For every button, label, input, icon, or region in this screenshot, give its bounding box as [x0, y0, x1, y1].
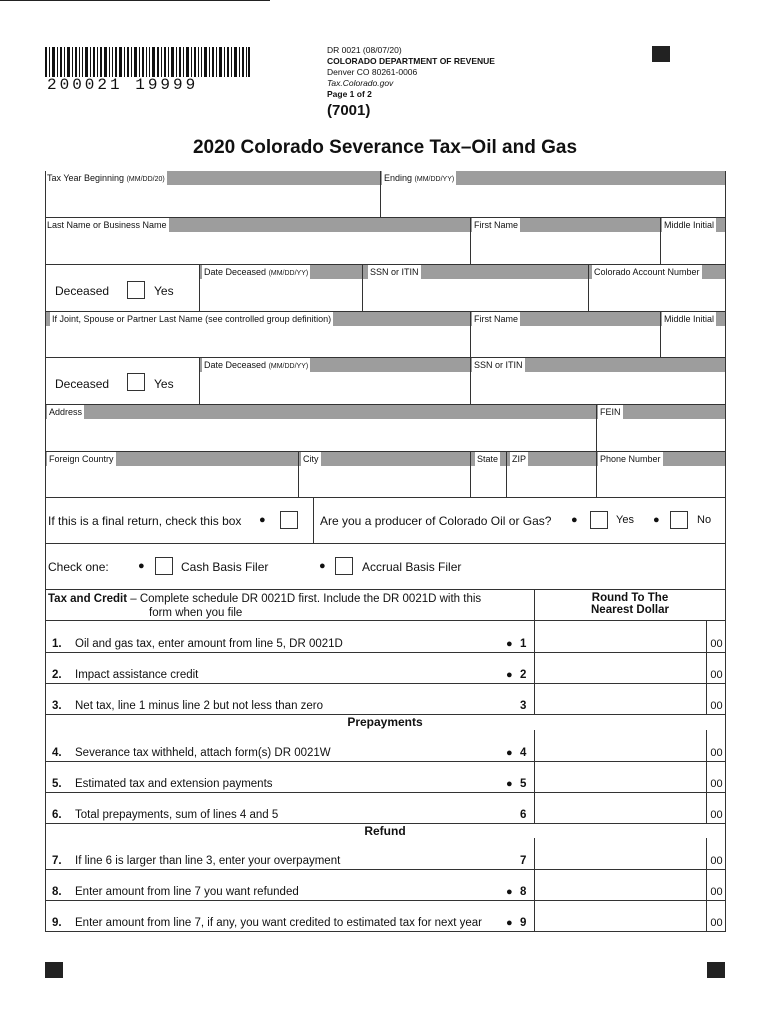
first-name-label: First Name — [474, 220, 519, 230]
accrual-basis-label: Accrual Basis Filer — [362, 560, 462, 574]
line-8-ref: 8 — [520, 886, 527, 898]
middle-initial-input[interactable] — [662, 233, 724, 263]
producer-question: Are you a producer of Colorado Oil or Gas? — [320, 514, 552, 528]
line-5-number: 5. — [52, 778, 62, 790]
joint-deceased-yes-label: Yes — [154, 377, 174, 391]
header-rule — [0, 0, 270, 1]
line-4-number: 4. — [52, 747, 62, 759]
required-bullet-icon: ● — [571, 514, 578, 526]
line-9-rule — [45, 931, 725, 932]
ssn-label: SSN or ITIN — [370, 267, 419, 277]
last-name-label: Last Name or Business Name — [47, 220, 167, 230]
required-bullet-icon: ● — [653, 514, 660, 526]
department-address: Denver CO 80261-0006 — [327, 67, 418, 77]
line-3-number: 3. — [52, 700, 62, 712]
line-7-ref: 7 — [520, 855, 527, 867]
joint-deceased-label: Deceased — [55, 377, 110, 391]
cents-divider — [706, 869, 707, 900]
cents-divider — [706, 652, 707, 683]
deceased-yes-label: Yes — [154, 284, 174, 298]
registration-mark — [45, 962, 63, 978]
department-website: Tax.Colorado.gov — [327, 78, 394, 88]
line-8-amount-input[interactable] — [536, 869, 705, 900]
first-name-input[interactable] — [472, 233, 658, 263]
address-label-bar — [45, 405, 725, 419]
line-4-cents: 00 — [710, 747, 723, 759]
tax-year-beginning-input[interactable] — [45, 186, 379, 217]
joint-middle-initial-input[interactable] — [662, 327, 724, 356]
line-4-amount-input[interactable] — [536, 730, 705, 761]
line-6-ref: 6 — [520, 809, 527, 821]
required-bullet-icon: ● — [506, 638, 513, 650]
cents-divider — [706, 838, 707, 869]
line-1-number: 1. — [52, 638, 62, 650]
line-2-ref: 2 — [520, 669, 527, 681]
line-6-number: 6. — [52, 809, 62, 821]
ssn-input[interactable] — [364, 280, 587, 310]
line-1-cents: 00 — [710, 638, 723, 650]
date-deceased-input[interactable] — [201, 280, 361, 310]
line-9-cents: 00 — [710, 917, 723, 929]
line-2-amount-input[interactable] — [536, 652, 705, 683]
foreign-country-input[interactable] — [45, 467, 297, 496]
line-6-amount-input[interactable] — [536, 792, 705, 823]
producer-yes-label: Yes — [616, 514, 634, 526]
foreign-country-label: Foreign Country — [49, 454, 114, 464]
cents-divider — [706, 792, 707, 823]
line-6-cents: 00 — [710, 809, 723, 821]
required-bullet-icon: ● — [506, 917, 513, 929]
final-return-label: If this is a final return, check this box — [48, 514, 242, 528]
joint-middle-initial-label: Middle Initial — [664, 314, 715, 324]
line-3-cents: 00 — [710, 700, 723, 712]
line-9-amount-input[interactable] — [536, 900, 705, 931]
joint-date-deceased-label: Date Deceased (MM/DD/YY) — [202, 358, 310, 374]
joint-first-name-input[interactable] — [472, 327, 658, 356]
phone-label: Phone Number — [600, 454, 661, 464]
line-5-amount-input[interactable] — [536, 761, 705, 792]
required-bullet-icon: ● — [138, 560, 145, 572]
line-3-ref: 3 — [520, 700, 527, 712]
cash-basis-checkbox[interactable] — [155, 557, 173, 575]
amount-divider — [534, 900, 535, 931]
fein-input[interactable] — [598, 420, 724, 450]
final-return-checkbox[interactable] — [280, 511, 298, 529]
line-1-ref: 1 — [520, 638, 527, 650]
zip-label: ZIP — [512, 454, 527, 464]
refund-heading: Refund — [364, 824, 406, 838]
joint-ssn-label: SSN or ITIN — [474, 360, 523, 370]
line-7-amount-input[interactable] — [536, 838, 705, 869]
date-deceased-label: Date Deceased (MM/DD/YY) — [202, 265, 310, 281]
zip-input[interactable] — [508, 467, 595, 496]
line-5-ref: 5 — [520, 778, 527, 790]
city-input[interactable] — [300, 467, 469, 496]
joint-last-name-label: If Joint, Spouse or Partner Last Name (see controlled group definition) — [52, 314, 332, 324]
fein-label: FEIN — [600, 407, 621, 417]
producer-yes-checkbox[interactable] — [590, 511, 608, 529]
amount-divider — [534, 761, 535, 792]
address-label: Address — [49, 407, 83, 417]
cents-divider — [706, 730, 707, 761]
line-9-number: 9. — [52, 917, 62, 929]
line-2-cents: 00 — [710, 669, 723, 681]
line-9-description: Enter amount from line 7, if any, you want credited to estimated tax for next year — [75, 917, 482, 929]
joint-last-name-input[interactable] — [45, 327, 469, 356]
form-title: 2020 Colorado Severance Tax–Oil and Gas — [192, 137, 578, 158]
ending-label: Ending (MM/DD/YY) — [382, 171, 456, 187]
registration-mark — [707, 962, 725, 978]
colorado-account-input[interactable] — [590, 280, 724, 310]
deceased-label: Deceased — [55, 284, 110, 298]
required-bullet-icon: ● — [319, 560, 326, 572]
ending-input[interactable] — [382, 186, 724, 217]
page-number: Page 1 of 2 — [327, 89, 372, 99]
cents-divider — [706, 900, 707, 931]
tax-section-heading-line2: form when you file — [149, 607, 243, 619]
joint-deceased-checkbox[interactable] — [127, 373, 145, 391]
cash-basis-label: Cash Basis Filer — [181, 560, 269, 574]
accrual-basis-checkbox[interactable] — [335, 557, 353, 575]
line-8-description: Enter amount from line 7 you want refunded — [75, 886, 299, 898]
address-input[interactable] — [45, 420, 595, 450]
line-7-cents: 00 — [710, 855, 723, 867]
amount-divider — [534, 792, 535, 823]
line-7-number: 7. — [52, 855, 62, 867]
amount-divider — [534, 730, 535, 761]
colorado-account-label: Colorado Account Number — [594, 267, 700, 277]
state-input[interactable] — [472, 467, 505, 496]
required-bullet-icon: ● — [506, 669, 513, 681]
amount-divider — [534, 838, 535, 869]
line-1-description: Oil and gas tax, enter amount from line 5, DR 0021D — [75, 638, 343, 650]
deceased-checkbox[interactable] — [127, 281, 145, 299]
amount-divider — [534, 652, 535, 683]
form-code: (7001) — [327, 102, 371, 119]
form-id: DR 0021 (08/07/20) — [327, 45, 402, 55]
line-4-ref: 4 — [520, 747, 527, 759]
phone-input[interactable] — [598, 467, 724, 496]
joint-ssn-input[interactable] — [472, 373, 724, 403]
last-name-input[interactable] — [45, 233, 469, 263]
amount-divider — [534, 683, 535, 714]
required-bullet-icon: ● — [506, 747, 513, 759]
producer-no-checkbox[interactable] — [670, 511, 688, 529]
required-bullet-icon: ● — [506, 886, 513, 898]
line-3-description: Net tax, line 1 minus line 2 but not less than zero — [75, 700, 324, 712]
required-bullet-icon: ● — [259, 514, 266, 526]
line-6-description: Total prepayments, sum of lines 4 and 5 — [75, 809, 279, 821]
line-7-description: If line 6 is larger than line 3, enter your overpayment — [75, 855, 341, 867]
required-bullet-icon: ● — [506, 778, 513, 790]
round-label: Round To The Nearest Dollar — [591, 592, 669, 616]
prepayments-heading: Prepayments — [347, 715, 423, 729]
cents-divider — [706, 683, 707, 714]
check-one-label: Check one: — [48, 560, 109, 574]
line-4-description: Severance tax withheld, attach form(s) DR 0021W — [75, 747, 331, 759]
tax-section-heading: Tax and Credit – Complete schedule DR 0021D first. Include the DR 0021D with this — [48, 593, 482, 605]
amount-divider — [534, 869, 535, 900]
line-8-cents: 00 — [710, 886, 723, 898]
line-9-ref: 9 — [520, 917, 527, 929]
cents-divider — [706, 621, 707, 652]
line-2-number: 2. — [52, 669, 62, 681]
tax-year-beginning-label: Tax Year Beginning (MM/DD/20) — [45, 171, 167, 187]
barcode — [45, 47, 250, 77]
state-label: State — [477, 454, 499, 464]
amount-divider — [534, 621, 535, 652]
registration-mark — [652, 46, 670, 62]
city-label: City — [303, 454, 319, 464]
joint-first-name-label: First Name — [474, 314, 519, 324]
line-8-number: 8. — [52, 886, 62, 898]
department-name: COLORADO DEPARTMENT OF REVENUE — [327, 56, 495, 66]
line-5-description: Estimated tax and extension payments — [75, 778, 273, 790]
middle-initial-label: Middle Initial — [664, 220, 715, 230]
joint-date-deceased-input[interactable] — [201, 373, 469, 403]
producer-no-label: No — [697, 514, 712, 526]
line-2-description: Impact assistance credit — [75, 669, 199, 681]
cents-divider — [706, 761, 707, 792]
barcode-number: 200021 19999 — [47, 76, 199, 94]
line-5-cents: 00 — [710, 778, 723, 790]
line-1-amount-input[interactable] — [536, 621, 705, 652]
line-3-amount-input[interactable] — [536, 683, 705, 714]
